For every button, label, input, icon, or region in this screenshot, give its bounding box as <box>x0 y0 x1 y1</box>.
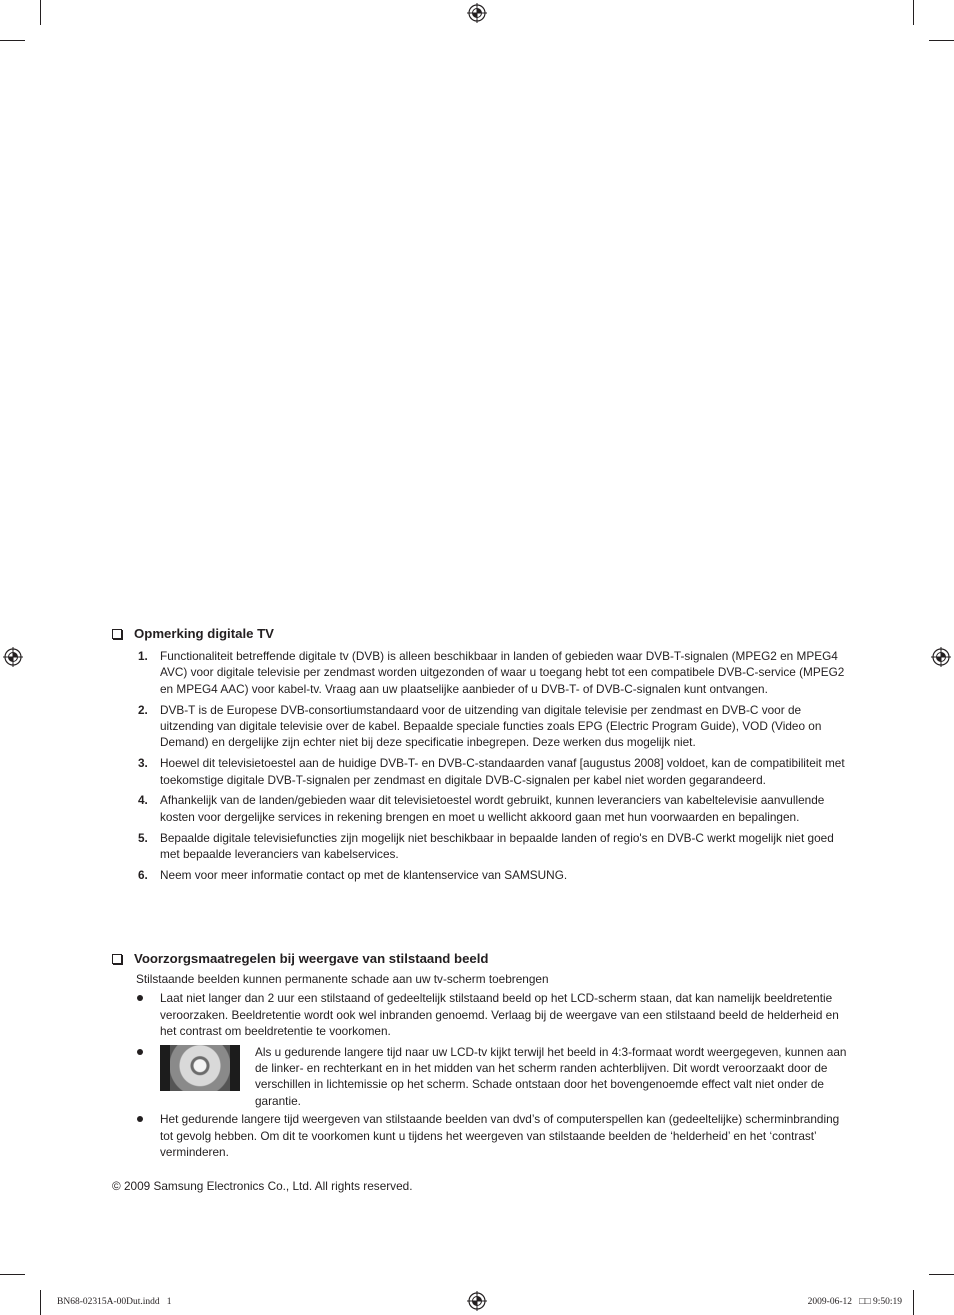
bullet-icon <box>137 1116 143 1122</box>
item-number: 4. <box>138 793 148 808</box>
item-text: Als u gedurende langere tijd naar uw LCD-tv kijkt terwijl het beeld in 4:3-formaat wordt weergegeven, kunnen aan de linker- en rechterkant en in het midden van het scherm randen achterblijven. Dit wordt veroorzaakt door de verschillen in lichtemissie op het scherm. Schade ontstaan door het bovengenoemde effect valt niet onder de garantie. <box>255 1044 847 1108</box>
list-item <box>112 755 847 788</box>
footer-file-name: BN68-02315A-00Dut.indd 1 <box>57 1297 172 1307</box>
crop-mark <box>0 40 25 41</box>
item-number: 3. <box>138 756 148 771</box>
item-text: Laat niet langer dan 2 uur een stilstaand of gedeeltelijk stilstaand beeld op het LCD-scherm staan, dat kan namelijk beeldretentie veroorzaken. Beeldretentie wordt ook wel inbranden genoemd. Verlaag bij de weergave van een stilstaand beeld de helderheid en het contrast om beeldretentie te voorkomen. <box>160 991 839 1039</box>
registration-mark-icon <box>3 647 23 667</box>
list-item <box>112 830 847 863</box>
section-title <box>112 950 847 967</box>
crop-mark <box>913 1290 914 1315</box>
item-number: 5. <box>138 830 148 845</box>
item-text: Afhankelijk van de landen/gebieden waar dit televisietoestel wordt gebruikt, kunnen leveranciers van kabeltelevisie aanvullende kosten voor dergelijke services in rekening brengen en moet u wellicht akkoord gaan met hun voorwaarden en bepalingen. <box>160 793 825 824</box>
numbered-list <box>112 648 847 883</box>
item-number: 6. <box>138 867 148 882</box>
section-title-text: Voorzorgsmaatregelen bij weergave van stilstaand beeld <box>134 951 489 966</box>
bullet-list <box>112 990 847 1160</box>
item-number: 2. <box>138 702 148 717</box>
bullet-icon <box>137 1049 143 1055</box>
list-item <box>112 648 847 697</box>
section-intro: Stilstaande beelden kunnen permanente schade aan uw tv-scherm toebrengen <box>136 972 549 986</box>
crop-mark <box>929 40 954 41</box>
checkbox-square-icon <box>112 629 122 639</box>
item-text: Functionaliteit betreffende digitale tv (DVB) is alleen beschikbaar in landen of gebieden waar DVB-T-signalen (MPEG2 en MPEG4 AVC) voor digitale televisie per zendmast worden uitgezonden of waar u toegang hebt tot een compatibele DVB-C-service (MPEG2 en MPEG4 AAC) voor kabel-tv. Vraag aan uw plaatselijke aanbieder of u DVB-T- of DVB-C-signalen kunt ontvangen. <box>160 649 845 696</box>
item-number: 1. <box>138 649 148 663</box>
list-item <box>112 867 847 883</box>
registration-mark-icon <box>931 647 951 667</box>
checkbox-square-icon <box>112 954 122 964</box>
list-item <box>112 990 847 1039</box>
item-text: Het gedurende langere tijd weergeven van stilstaande beelden van dvd’s of computerspellen kan (gedeeltelijke) scherminbranding tot gevolg hebben. Om dit te voorkomen kunt u tijdens het weergeven van stilstaande beelden de ‘helderheid’ en het ‘contrast’ verminderen. <box>160 1112 840 1160</box>
list-item <box>112 702 847 751</box>
list-item <box>112 1044 847 1110</box>
copyright-notice: © 2009 Samsung Electronics Co., Ltd. All rights reserved. <box>112 1179 413 1193</box>
item-text: DVB-T is de Europese DVB-consortiumstandaard voor de uitzending van digitale televisie per zendmast en DVB-C voor de uitzending van digitale televisie over de kabel. Bepaalde speciale functies zoals EPG (Electric Program Guide), VOD (Video on Demand) en dergelijke zijn echter niet bij deze specificatie inbegrepen. Deze werken dus mogelijk niet. <box>160 702 822 750</box>
crop-mark <box>40 0 41 25</box>
section-digital-tv-note <box>112 625 847 888</box>
list-item <box>112 792 847 825</box>
list-item <box>112 1111 847 1160</box>
crop-mark <box>40 1290 41 1315</box>
item-text: Bepaalde digitale televisiefuncties zijn mogelijk niet beschikbaar in bepaalde landen of regio's en DVB-C werkt mogelijk niet goed met bepaalde leveranciers van kabelservices. <box>160 830 834 862</box>
crop-mark <box>0 1274 25 1275</box>
bullet-icon <box>137 995 143 1001</box>
section-still-image-precautions <box>112 950 847 1160</box>
footer-timestamp: 2009-06-12 □□ 9:50:19 <box>807 1297 902 1307</box>
item-text: Hoewel dit televisietoestel aan de huidige DVB-T- en DVB-C-standaarden vanaf [augustus 2008] voldoet, kan de compatibiliteit met toekomstige digitale DVB-T-signalen per zendmast en digitale DVB-C-signalen per kabel niet worden gegarandeerd. <box>160 756 845 787</box>
crop-mark <box>913 0 914 25</box>
crop-mark <box>929 1274 954 1275</box>
section-title-text: Opmerking digitale TV <box>134 626 274 641</box>
section-title <box>112 625 847 642</box>
item-text: Neem voor meer informatie contact op met de klantenservice van SAMSUNG. <box>160 867 568 882</box>
tv-still-image-thumbnail <box>160 1045 240 1091</box>
registration-mark-icon <box>467 1291 487 1311</box>
registration-mark-icon <box>467 3 487 23</box>
